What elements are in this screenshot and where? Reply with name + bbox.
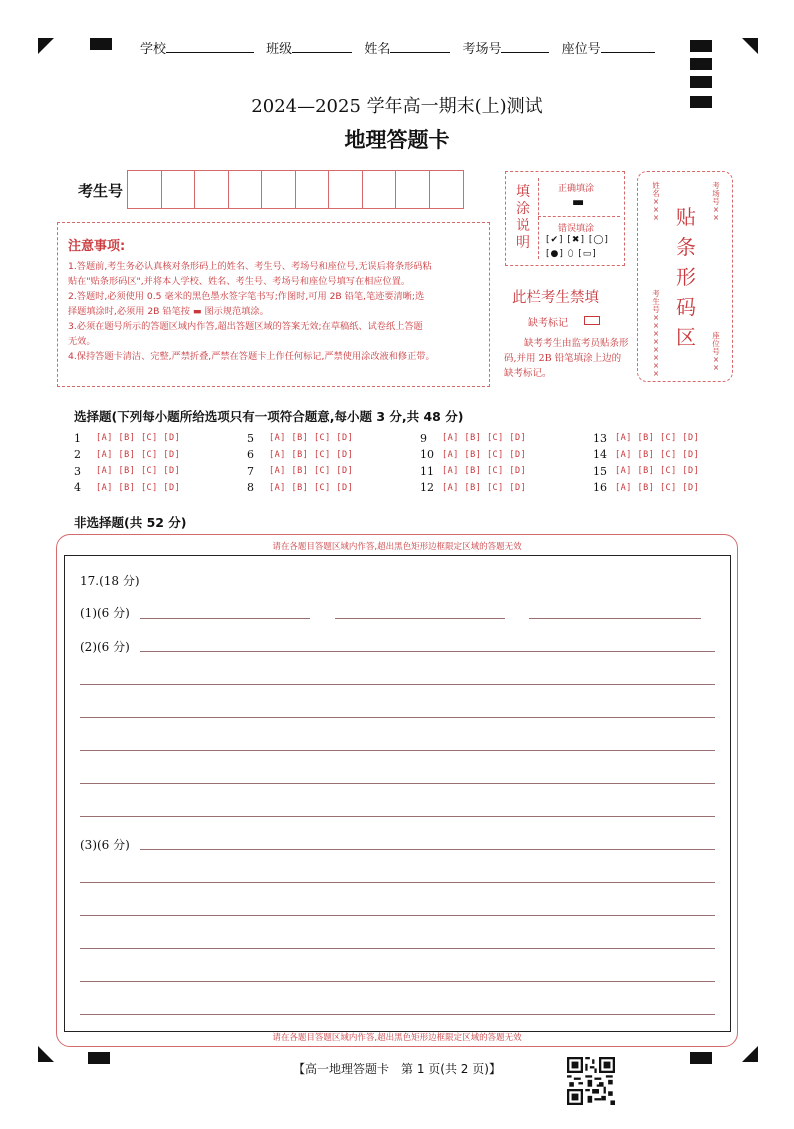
mcq-question xyxy=(420,430,593,447)
notice-item: 4.保持答题卡清洁、完整,严禁折叠,严禁在答题卡上作任何标记,严禁使用涂改液和修正带。 xyxy=(68,351,435,362)
seat-field[interactable] xyxy=(562,38,655,57)
mcq-options[interactable]: [A] [B] [C] [D] xyxy=(96,433,181,444)
correct-fill-label: 正确填涂 xyxy=(558,184,595,194)
mcq-question xyxy=(593,480,766,497)
student-id-cell[interactable] xyxy=(229,171,263,208)
mcq-options[interactable]: [A] [B] [C] [D] xyxy=(615,466,700,477)
absent-mark-box[interactable] xyxy=(584,316,600,325)
answer-line[interactable] xyxy=(140,849,715,850)
notice-item: 贴在"贴条形码区",并将本人学校、姓名、考生号、考场号和座位号填写在相应位置。 xyxy=(68,276,411,287)
mcq-question-number: 12 xyxy=(420,481,434,495)
exam-room-field[interactable] xyxy=(462,38,549,57)
answer-area-warning-top: 请在各题目答题区域内作答,超出黑色矩形边框限定区域的答题无效 xyxy=(272,542,522,552)
student-id-label: 考生号 xyxy=(78,182,124,200)
answer-line[interactable] xyxy=(80,783,715,784)
mcq-options[interactable]: [A] [B] [C] [D] xyxy=(442,466,527,477)
mcq-question xyxy=(74,463,247,480)
answer-line[interactable] xyxy=(80,816,715,817)
wrong-fill-label: 错误填涂 xyxy=(558,224,595,234)
mcq-question xyxy=(420,463,593,480)
mcq-options[interactable]: [A] [B] [C] [D] xyxy=(96,449,181,460)
answer-line[interactable] xyxy=(80,717,715,718)
answer-line[interactable] xyxy=(335,618,505,619)
absent-mark-label: 缺考标记 xyxy=(528,318,568,329)
mcq-question xyxy=(593,430,766,447)
mcq-question-number: 9 xyxy=(420,431,427,445)
mcq-section-title: 选择题(下列每小题所给选项只有一项符合题意,每小题 3 分,共 48 分) xyxy=(74,409,464,424)
barcode-name-hint: 姓名××× xyxy=(652,181,660,222)
mcq-options[interactable]: [A] [B] [C] [D] xyxy=(96,482,181,493)
mcq-question-number: 3 xyxy=(74,464,81,478)
class-label: 班级 xyxy=(266,42,293,57)
wrong-fill-row: [●] ⬯ [▭] xyxy=(546,249,597,259)
notice-item: 择题填涂时,必须用 2B 铅笔按 ▬ 图示规范填涂。 xyxy=(68,306,269,317)
examinee-forbidden-area xyxy=(504,286,629,379)
answer-area-warning-bottom: 请在各题目答题区域内作答,超出黑色矩形边框限定区域的答题无效 xyxy=(272,1033,522,1043)
student-id-cell[interactable] xyxy=(195,171,229,208)
notice-item: 1.答题前,考生务必认真核对条形码上的姓名、考生号、考场号和座位号,无误后将条形码粘 xyxy=(68,261,432,272)
timing-block xyxy=(690,40,712,52)
student-id-cell[interactable] xyxy=(296,171,330,208)
notice-item: 无效。 xyxy=(68,336,96,347)
answer-area-q17[interactable] xyxy=(64,555,731,1032)
answer-line[interactable] xyxy=(140,618,310,619)
answer-line[interactable] xyxy=(80,948,715,949)
wrong-fill-row: [✔] [✖] [◯] xyxy=(546,235,609,245)
student-id-grid[interactable] xyxy=(127,170,464,209)
mcq-options[interactable]: [A] [B] [C] [D] xyxy=(269,449,354,460)
absent-note: 缺考考生由监考员贴条形码,并用 2B 铅笔填涂上边的缺考标记。 xyxy=(504,338,629,379)
notice-item: 3.必须在题号所示的答题区域内作答,超出答题区域的答案无效;在草稿纸、试卷纸上答题 xyxy=(68,321,423,332)
barcode-room-hint: 考场号×× xyxy=(712,181,720,222)
mcq-question xyxy=(420,447,593,464)
fill-instructions-box xyxy=(505,171,625,266)
q17-part1-label: (1)(6 分) xyxy=(80,606,130,620)
timing-block xyxy=(690,58,712,70)
mcq-options[interactable]: [A] [B] [C] [D] xyxy=(615,449,700,460)
mcq-question-number: 1 xyxy=(74,431,81,445)
mcq-question xyxy=(74,430,247,447)
q17-heading: 17.(18 分) xyxy=(80,574,140,588)
mcq-question xyxy=(247,447,420,464)
answer-line[interactable] xyxy=(80,684,715,685)
q17-part2-label: (2)(6 分) xyxy=(80,640,130,654)
mcq-question xyxy=(593,463,766,480)
student-id-cell[interactable] xyxy=(262,171,296,208)
mcq-question xyxy=(420,480,593,497)
student-id-cell[interactable] xyxy=(329,171,363,208)
mcq-question xyxy=(74,447,247,464)
student-info-row xyxy=(140,38,663,57)
student-id-cell[interactable] xyxy=(128,171,162,208)
mcq-options[interactable]: [A] [B] [C] [D] xyxy=(442,449,527,460)
correct-fill-symbol: ▬ xyxy=(572,195,586,210)
q17-part3-label: (3)(6 分) xyxy=(80,838,130,852)
mcq-options[interactable]: [A] [B] [C] [D] xyxy=(269,433,354,444)
name-field[interactable] xyxy=(364,38,450,57)
seat-label: 座位号 xyxy=(561,42,601,57)
barcode-examinee-hint: 考生号×××××××× xyxy=(652,289,660,378)
page-footer: 【高一地理答题卡 第 1 页(共 2 页)】 xyxy=(293,1062,501,1076)
mcq-question-number: 13 xyxy=(593,431,607,445)
mcq-question-number: 5 xyxy=(247,431,254,445)
qr-code-icon xyxy=(567,1057,615,1105)
mcq-question xyxy=(247,480,420,497)
exam-room-label: 考场号 xyxy=(462,42,502,57)
answer-line[interactable] xyxy=(529,618,701,619)
timing-block xyxy=(90,38,112,50)
mcq-question xyxy=(593,447,766,464)
barcode-area-label: 贴条形码区 xyxy=(676,205,696,349)
student-id-cell[interactable] xyxy=(363,171,397,208)
name-label: 姓名 xyxy=(364,42,391,57)
fill-instructions-label: 填涂说明 xyxy=(516,184,530,251)
mcq-question xyxy=(74,480,247,497)
answer-line[interactable] xyxy=(80,750,715,751)
forbidden-heading: 此栏考生禁填 xyxy=(512,290,599,306)
mcq-question-number: 11 xyxy=(420,464,434,478)
school-field[interactable] xyxy=(140,38,254,57)
mcq-options[interactable]: [A] [B] [C] [D] xyxy=(269,482,354,493)
barcode-area xyxy=(637,171,733,382)
mcq-question-number: 14 xyxy=(593,448,607,462)
mcq-options[interactable]: [A] [B] [C] [D] xyxy=(615,433,700,444)
mcq-question-number: 15 xyxy=(593,464,607,478)
corner-mark-top-right xyxy=(742,38,758,54)
school-label: 学校 xyxy=(140,42,167,57)
card-title: 地理答题卡 xyxy=(344,128,450,152)
mcq-question-number: 16 xyxy=(593,481,607,495)
student-id-cell[interactable] xyxy=(162,171,196,208)
mcq-question xyxy=(247,430,420,447)
answer-line[interactable] xyxy=(140,651,715,652)
mcq-options[interactable]: [A] [B] [C] [D] xyxy=(269,466,354,477)
mcq-options[interactable]: [A] [B] [C] [D] xyxy=(615,482,700,493)
mcq-question-number: 2 xyxy=(74,448,81,462)
mcq-options[interactable]: [A] [B] [C] [D] xyxy=(96,466,181,477)
mcq-question-number: 6 xyxy=(247,448,254,462)
mcq-question xyxy=(247,463,420,480)
mcq-options[interactable]: [A] [B] [C] [D] xyxy=(442,433,527,444)
class-field[interactable] xyxy=(266,38,352,57)
mcq-grid xyxy=(74,430,734,496)
student-id-cell[interactable] xyxy=(396,171,430,208)
mcq-question-number: 4 xyxy=(74,481,81,495)
notice-box xyxy=(57,222,490,387)
timing-block xyxy=(690,76,712,88)
mcq-question-number: 10 xyxy=(420,448,434,462)
answer-line[interactable] xyxy=(80,1014,715,1015)
answer-line[interactable] xyxy=(80,915,715,916)
corner-mark-top-left xyxy=(38,38,54,54)
answer-line[interactable] xyxy=(80,981,715,982)
notice-heading: 注意事项: xyxy=(68,239,126,254)
mcq-options[interactable]: [A] [B] [C] [D] xyxy=(442,482,527,493)
non-mcq-section-title: 非选择题(共 52 分) xyxy=(74,515,187,530)
notice-item: 2.答题时,必须使用 0.5 毫米的黑色墨水签字笔书写;作图时,可用 2B 铅笔,笔迹要清晰;选 xyxy=(68,291,425,302)
mcq-question-number: 7 xyxy=(247,464,254,478)
mcq-question-number: 8 xyxy=(247,481,254,495)
student-id-cell[interactable] xyxy=(430,171,464,208)
answer-line[interactable] xyxy=(80,882,715,883)
exam-title: 2024—2025 学年高一期末(上)测试 xyxy=(251,96,543,117)
barcode-seat-hint: 座位号×× xyxy=(712,331,720,372)
